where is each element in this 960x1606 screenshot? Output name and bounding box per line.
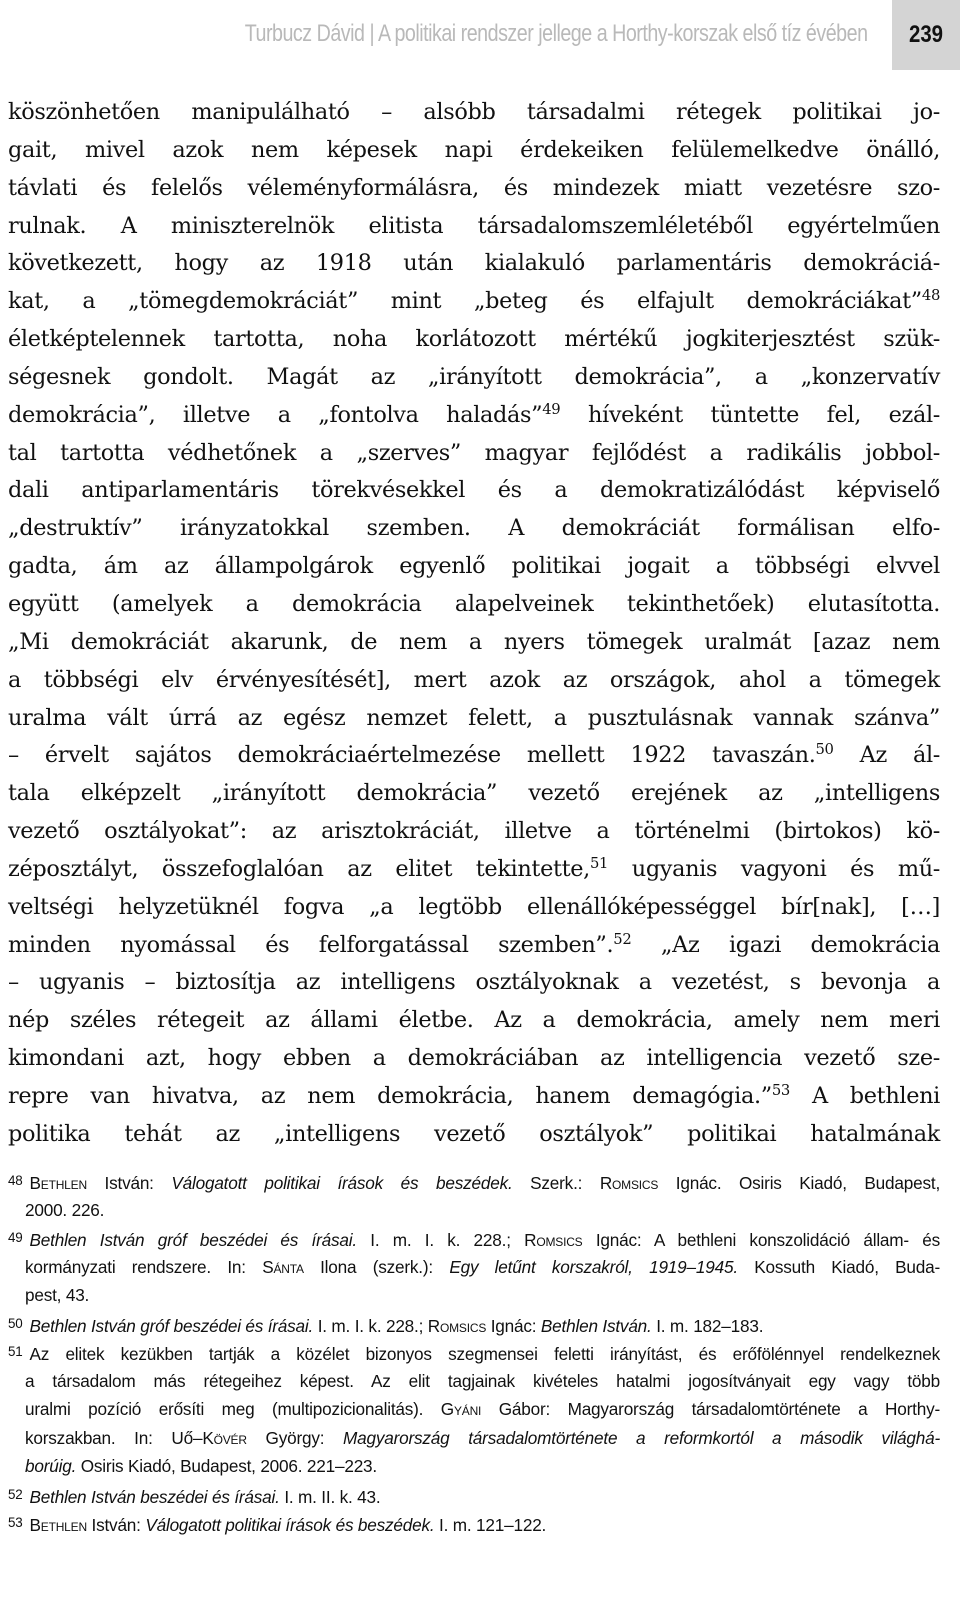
footnote-51-cont [8, 1395, 940, 1424]
footnote-49-cont [8, 1253, 940, 1282]
body-line: gait, mivel azok nem képesek napi érdekeiken felülemelkedve önálló, [8, 136, 940, 163]
work-title: Bethlen István gróf beszédei és írásai. [29, 1315, 314, 1336]
footnote-50 [8, 1310, 940, 1339]
footnote-48 [8, 1167, 940, 1196]
footnote-text: Gábor: Magyarország társadalomtörténete a Horthy- [498, 1399, 941, 1419]
body-line [8, 737, 940, 775]
body-line: együtt (amelyek a demokrácia alapelveinek tekinthetőek) elutasította. [8, 590, 940, 617]
body-line-text: ugyanis vagyoni és mű- [631, 855, 940, 882]
author-name: Romsics [599, 1173, 659, 1194]
footnote-text: Ignác: A bethleni konszolidáció állam- és [595, 1230, 941, 1251]
body-line: a többségi elv érvényesítését], mert azok az országok, ahol a tömegek [8, 666, 940, 693]
body-line: gadta, ám az állampolgárok egyenlő politikai jogait a többségi elvvel [8, 553, 940, 580]
footnote-51-cont [8, 1452, 940, 1481]
footnote-text: Ignác: [490, 1315, 537, 1336]
footnotes [8, 1167, 940, 1538]
body-line: – ugyanis – biztosítja az intelligens osztályoknak a vezetést, s bevonja a [8, 969, 940, 996]
work-title: Bethlen István gróf beszédei és írásai. [29, 1230, 357, 1251]
page-number-box [892, 0, 960, 70]
footnote-text: I. m. I. k. 228.; [370, 1230, 511, 1251]
footnote-53 [8, 1509, 940, 1538]
body-line: vezető osztályokat”: az arisztokráciát, illetve a történelmi (birtokos) kö- [8, 818, 940, 845]
body-line [8, 283, 940, 321]
body-line: köszönhetően manipulálható – alsóbb társadalmi rétegek politikai jo- [8, 99, 940, 125]
footnote-text: I. m. 121–122. [439, 1515, 547, 1536]
footnote-number: 50 [8, 1315, 23, 1331]
footnote-ref[interactable]: 50 [815, 741, 834, 759]
footnote-51-cont [8, 1424, 940, 1453]
footnote-text: I. m. II. k. 43. [284, 1486, 381, 1507]
footnote-number: 53 [8, 1515, 23, 1530]
footnote-text: István: [104, 1173, 154, 1194]
body-text [8, 94, 940, 1154]
author-name: Bethlen [29, 1173, 87, 1194]
footnote-49-cont: pest, 43. [25, 1285, 90, 1305]
body-line: életképtelennek tartotta, noha korlátozott mértékű jogkiterjesztést szük- [8, 326, 940, 353]
body-line-text: A bethleni [811, 1082, 940, 1109]
author-name: Bethlen [29, 1515, 87, 1536]
footnote-text: I. m. I. k. 228.; [317, 1315, 424, 1336]
footnote-text: Osiris Kiadó, Budapest, 2006. 221–223. [80, 1456, 377, 1476]
footnote-text: István: [91, 1515, 141, 1536]
body-line-text: – érvelt sajátos demokráciaértelmezése mellett 1922 tavaszán. [8, 742, 816, 769]
footnote-text: kormányzati rendszere. In: [25, 1256, 246, 1277]
footnote-number: 48 [8, 1173, 23, 1188]
body-line: tala elképzelt „irányított demokrácia” vezető erejének az „intelligens [8, 780, 940, 807]
footnote-number: 52 [8, 1486, 23, 1502]
footnote-ref[interactable]: 53 [771, 1081, 790, 1099]
body-line: nép széles rétegeit az állami életbe. Az a demokrácia, amely nem meri [8, 1007, 940, 1034]
author-name: Romsics [524, 1230, 583, 1251]
body-line: „destruktív” irányzatokkal szemben. A demokráciát formálisan elfo- [8, 515, 940, 542]
author-name: Romsics [427, 1315, 487, 1336]
work-title: Bethlen István. [540, 1315, 652, 1336]
body-line [8, 927, 940, 965]
body-line-text: Az ál- [859, 742, 940, 769]
work-title: Magyarország társadalomtörténete a reformkortól a második világhá- [343, 1427, 941, 1448]
work-title: Válogatott politikai írások és beszédek. [171, 1173, 513, 1194]
author-name: Kövér [202, 1427, 247, 1448]
footnote-48-cont: 2000. 226. [25, 1199, 105, 1220]
footnote-51-cont: a társadalom más rétegeihez képest. Az elit tagjainak kivételes hatalmi jogosítványait egy vagy több [25, 1370, 940, 1391]
footnote-text: Kossuth Kiadó, Buda- [754, 1256, 941, 1277]
body-line: politika tehát az „intelligens vezető osztályok” politikai hatalmának [8, 1120, 940, 1147]
body-line: ségesnek gondolt. Magát az „irányított demokrácia”, a „konzervatív [8, 363, 940, 390]
body-line-text: „Az igazi demokrácia [660, 931, 940, 958]
body-line: tal tartotta védhetőnek a „szerves” magyar fejlődést a radikális jobbol- [8, 439, 940, 466]
body-line: „Mi demokráciát akarunk, de nem a nyers tömegek uralmát [azaz nem [8, 628, 940, 655]
page-header [0, 0, 960, 70]
body-line: kimondani azt, hogy ebben a demokráciában az intelligencia vezető sze- [8, 1045, 940, 1072]
body-line: veltségi helyzetüknél fogva „a legtöbb ellenállóképességgel bír[nak], […] [8, 893, 940, 920]
body-line: rulnak. A miniszterelnök elitista társadalomszemléletéből egyértelműen [8, 212, 940, 239]
footnote-text: Az elitek kezükben tartják a közélet bizonyos szegmensei feletti irányítást, és erőfölénnyel rendelkeznek [29, 1344, 940, 1365]
running-title: Turbucz Dávid | A politikai rendszer jellege a Horthy-korszak első tíz évében [245, 20, 868, 47]
footnote-ref[interactable]: 51 [589, 854, 609, 872]
footnote-51 [8, 1338, 940, 1367]
body-line: távlati és felelős véleményformálásra, és mindezek miatt vezetésre szo- [8, 174, 940, 201]
body-line-text: repre van hivatva, az nem demokrácia, hanem demagógia.” [8, 1082, 772, 1109]
body-line-text: zéposztályt, összefoglalóan az elitet tekintette, [8, 855, 590, 882]
footnote-ref[interactable]: 48 [921, 287, 940, 305]
body-line-text: kat, a „tömegdemokráciát” mint „beteg és elfajult demokráciákat” [8, 288, 922, 315]
footnote-text: György: [265, 1427, 325, 1448]
footnote-text: I. m. 182–183. [656, 1315, 764, 1336]
body-line [8, 1078, 940, 1116]
work-title: Egy letűnt korszakról, 1919–1945. [449, 1256, 738, 1277]
author-name: Sánta [262, 1256, 304, 1277]
work-title: Válogatott politikai írások és beszédek. [145, 1515, 435, 1536]
body-line-text: demokrácia”, illetve a „fontolva haladás” [8, 401, 543, 428]
footnote-text: korszakban. In: Uő– [25, 1427, 203, 1448]
body-line: dali antiparlamentáris törekvésekkel és a demokratizálódást képviselő [8, 477, 940, 504]
body-line-text: híveként tüntette fel, ezál- [587, 401, 940, 428]
footnote-text: Szerk.: [530, 1173, 583, 1194]
work-title: Bethlen István beszédei és írásai. [29, 1486, 280, 1507]
work-title: borúig. [25, 1456, 77, 1476]
body-line [8, 397, 940, 435]
footnote-52 [8, 1481, 940, 1510]
author-name: Gyáni [440, 1399, 482, 1419]
footnote-text: Ignác. Osiris Kiadó, Budapest, [675, 1173, 941, 1194]
footnote-text: Ilona (szerk.): [320, 1256, 433, 1277]
body-line-text: minden nyomással és felforgatással szemben”. [8, 931, 614, 958]
body-line: uralma vált úrrá az egész nemzet felett, a pusztulásnak vannak szánva” [8, 704, 940, 731]
page-number: 239 [908, 21, 944, 48]
footnote-number: 51 [8, 1344, 23, 1359]
footnote-49 [8, 1224, 940, 1253]
body-line: következett, hogy az 1918 után kialakuló parlamentáris demokráciá- [8, 250, 940, 277]
footnote-text: uralmi pozíció erősíti meg (multipozicionalitás). [25, 1399, 424, 1419]
footnote-ref[interactable]: 49 [542, 400, 561, 418]
footnote-number: 49 [8, 1230, 23, 1245]
body-line [8, 851, 940, 889]
footnote-ref[interactable]: 52 [613, 930, 632, 948]
